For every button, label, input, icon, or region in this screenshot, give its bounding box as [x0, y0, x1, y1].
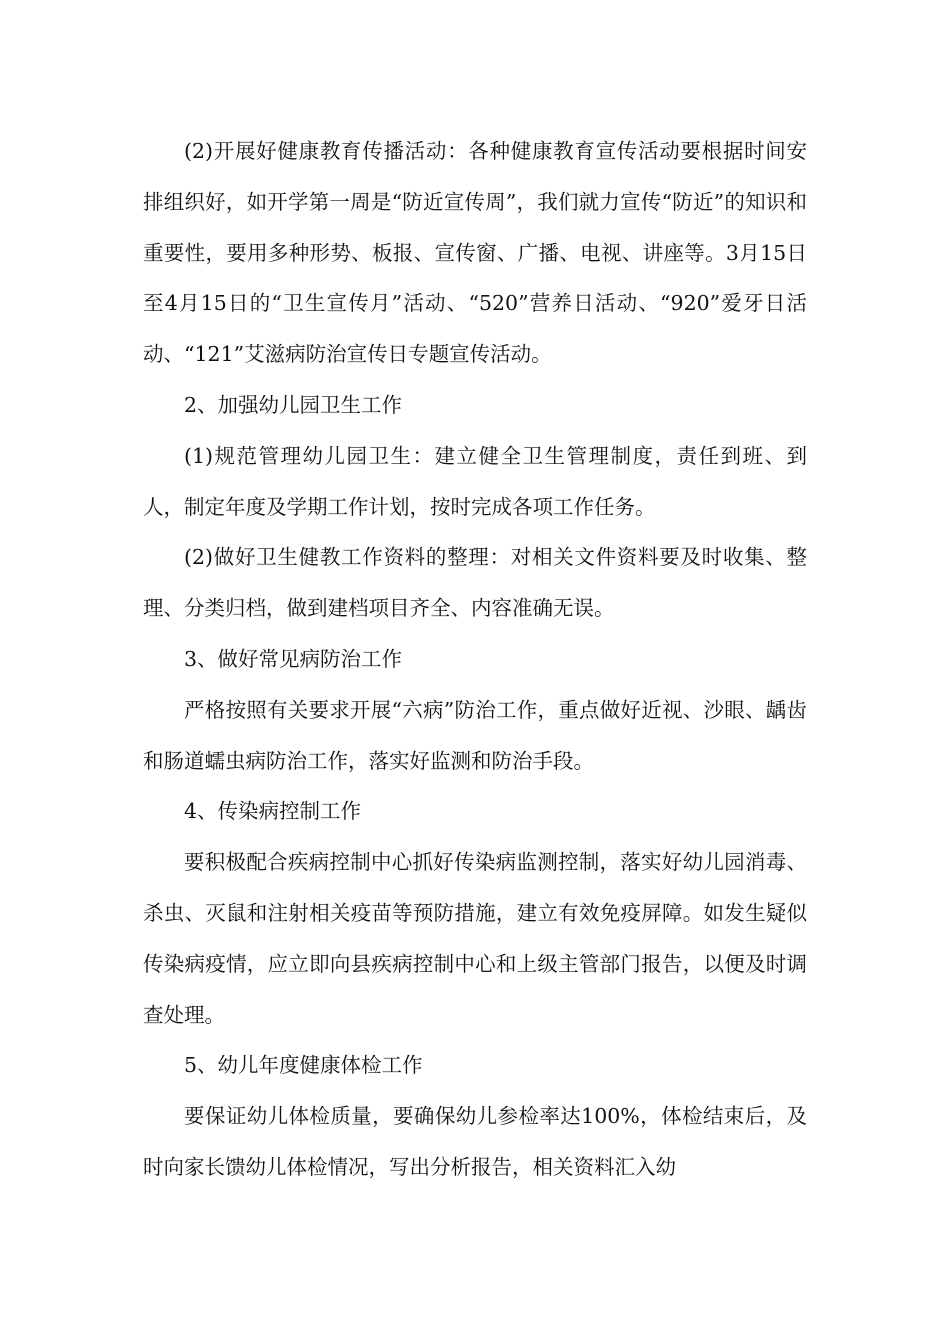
paragraph-health-check-quality: 要保证幼儿体检质量，要确保幼儿参检率达100%，体检结束后，及时向家长馈幼儿体检情况，写出分析报告，相关资料汇入幼	[143, 1104, 807, 1179]
heading-common-disease-prevention: 3、做好常见病防治工作	[184, 646, 403, 671]
paragraph-six-diseases: 严格按照有关要求开展“六病”防治工作，重点做好近视、沙眼、龋齿和肠道蠕虫病防治工作，落实好监测和防治手段。	[143, 697, 807, 773]
heading-infectious-disease-control: 4、传染病控制工作	[184, 799, 362, 824]
heading-annual-health-check: 5、幼儿年度健康体检工作	[184, 1053, 423, 1078]
paragraph-health-education-activities: (2)开展好健康教育传播活动：各种健康教育宣传活动要根据时间安排组织好，如开学第一周是“防近宣传周”，我们就力宣传“防近”的知识和重要性，要用多种形势、板报、宣传窗、广播、电视、讲座等。3月15日至4月15日的“卫生宣传月”活动、“520”营养日活动、“920”爱牙日活动、“121”艾滋病防治宣传日专题宣传活动。	[143, 139, 807, 367]
paragraph-infectious-disease-measures: 要积极配合疾病控制中心抓好传染病监测控制，落实好幼儿园消毒、杀虫、灭鼠和注射相关疫苗等预防措施，建立有效免疫屏障。如发生疑似传染病疫情，应立即向县疾病控制中心和上级主管部门报告，以便及时调查处理。	[143, 850, 807, 1027]
document-body	[143, 126, 807, 1193]
heading-kindergarten-hygiene: 2、加强幼儿园卫生工作	[184, 392, 403, 417]
paragraph-records-organization: (2)做好卫生健教工作资料的整理：对相关文件资料要及时收集、整理、分类归档，做到建档项目齐全、内容准确无误。	[143, 545, 807, 621]
paragraph-hygiene-management: (1)规范管理幼儿园卫生：建立健全卫生管理制度，责任到班、到人，制定年度及学期工作计划，按时完成各项工作任务。	[143, 443, 807, 519]
